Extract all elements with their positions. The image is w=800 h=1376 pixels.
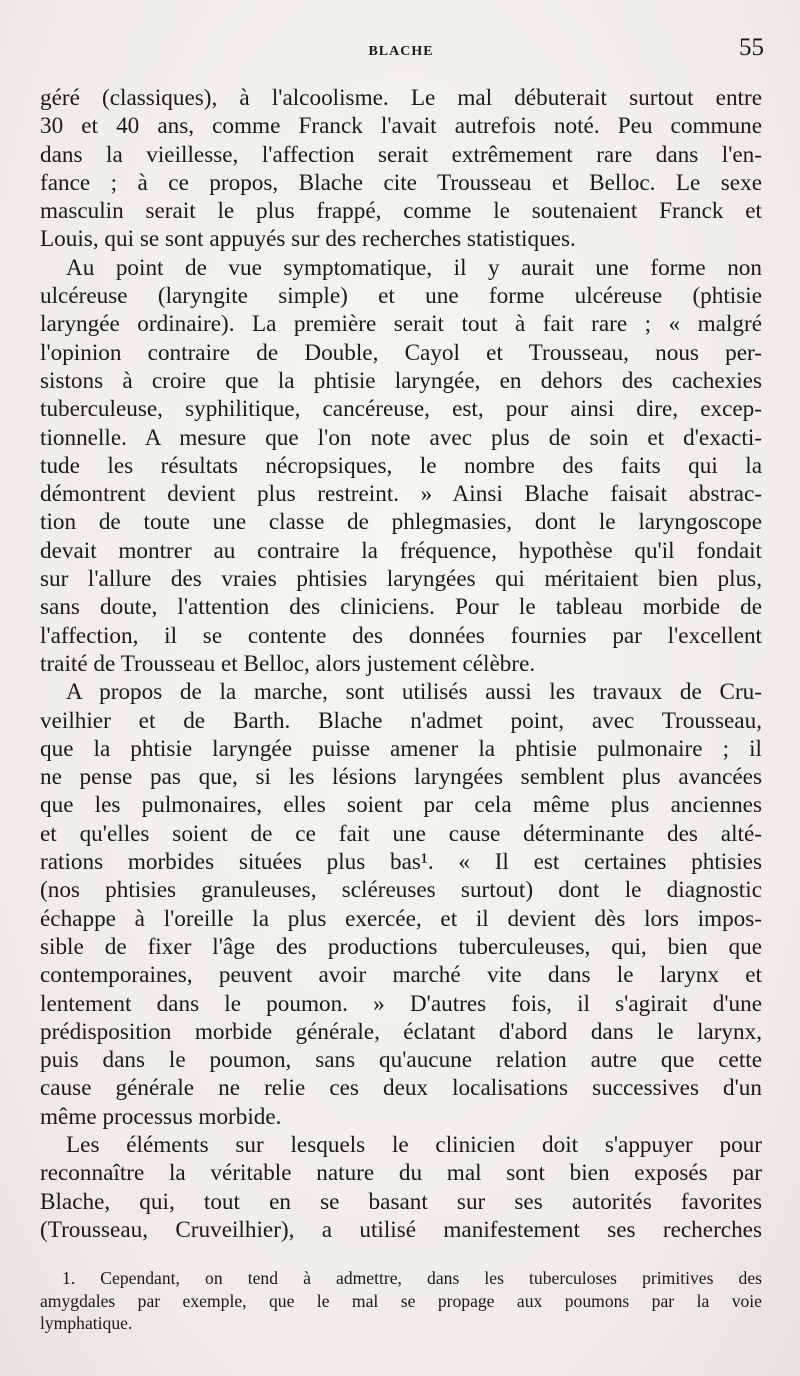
text-line: Les éléments sur lesquels le clinicien doit s'appuyer pour	[66, 1131, 762, 1158]
text-line: traité de Trousseau et Belloc, alors justement célèbre.	[40, 650, 536, 677]
text-line: rations morbides situées plus bas¹. « Il est certaines phtisies	[40, 849, 762, 876]
text-line: tuberculeuse, syphilitique, cancéreuse, est, pour ainsi dire, excep-	[40, 396, 762, 423]
footnote-line: 1. Cependant, on tend à admettre, dans les tuberculoses primitives des	[62, 1268, 762, 1288]
footnote-line: lymphatique.	[40, 1313, 133, 1333]
text-line: laryngée ordinaire). La première serait tout à fait rare ; « malgré	[40, 311, 762, 338]
text-line: tude les résultats nécropsiques, le nombre des faits qui la	[40, 452, 762, 479]
text-line: lentement dans le poumon. » D'autres fois, il s'agirait d'une	[40, 990, 762, 1017]
text-line: Blache, qui, tout en se basant sur ses autorités favorites	[40, 1188, 762, 1215]
text-line: ne pense pas que, si les lésions laryngées semblent plus avancées	[40, 764, 762, 791]
text-line: démontrent devient plus restreint. » Ainsi Blache faisait abstrac-	[40, 481, 762, 508]
text-line: et qu'elles soient de ce fait une cause déterminante des alté-	[40, 820, 762, 847]
text-line: masculin serait le plus frappé, comme le soutenaient Franck et	[40, 198, 762, 225]
text-line: Louis, qui se sont appuyés sur des recherches statistiques.	[40, 226, 576, 253]
text-line: dans la vieillesse, l'affection serait extrêmement rare dans l'en-	[40, 141, 762, 168]
text-line: tionnelle. A mesure que l'on note avec plus de soin et d'exacti-	[40, 424, 762, 451]
text-line: 30 et 40 ans, comme Franck l'avait autrefois noté. Peu commune	[40, 113, 762, 140]
text-line: A propos de la marche, sont utilisés aussi les travaux de Cru-	[66, 679, 762, 706]
text-line: cause générale ne relie ces deux localisations successives d'un	[40, 1075, 762, 1102]
text-line: Au point de vue symptomatique, il y aurait une forme non	[66, 254, 762, 281]
text-line: prédisposition morbide générale, éclatant d'abord dans le larynx,	[40, 1018, 762, 1045]
text-line: puis dans le poumon, sans qu'aucune relation autre que cette	[40, 1047, 762, 1074]
text-line: échappe à l'oreille la plus exercée, et il devient dès lors impos-	[40, 905, 762, 932]
page-number: 55	[739, 34, 764, 61]
text-line: tion de toute une classe de phlegmasies, dont le laryngoscope	[40, 509, 762, 536]
text-line: reconnaître la véritable nature du mal sont bien exposés par	[40, 1160, 762, 1187]
text-line: sur l'allure des vraies phtisies laryngées qui méritaient bien plus,	[40, 566, 762, 593]
text-line: sible de fixer l'âge des productions tuberculeuses, qui, bien que	[40, 933, 762, 960]
text-line: devait montrer au contraire la fréquence, hypothèse qu'il fondait	[40, 537, 762, 564]
main-text	[40, 84, 762, 1244]
text-line: sistons à croire que la phtisie laryngée, en dehors des cachexies	[40, 367, 762, 394]
footnotes	[40, 1267, 762, 1335]
text-line: l'opinion contraire de Double, Cayol et Trousseau, nous per-	[40, 339, 762, 366]
text-line: (nos phtisies granuleuses, scléreuses surtout) dont le diagnostic	[40, 877, 762, 904]
text-line: sans doute, l'attention des cliniciens. Pour le tableau morbide de	[40, 594, 762, 621]
page-header	[38, 30, 764, 66]
text-line: fance ; à ce propos, Blache cite Trousseau et Belloc. Le sexe	[40, 169, 762, 196]
text-line: contemporaines, peuvent avoir marché vite dans le larynx et	[40, 962, 762, 989]
text-line: que la phtisie laryngée puisse amener la phtisie pulmonaire ; il	[40, 735, 762, 762]
running-head: BLACHE	[368, 44, 434, 59]
text-line: même processus morbide.	[40, 1103, 282, 1130]
text-line: l'affection, il se contente des données fournies par l'excellent	[40, 622, 762, 649]
footnote-line: amygdales par exemple, que le mal se propage aux poumons par la voie	[40, 1290, 762, 1311]
text-line: ulcéreuse (laryngite simple) et une forme ulcéreuse (phtisie	[40, 283, 762, 310]
text-line: (Trousseau, Cruveilhier), a utilisé manifestement ses recherches	[40, 1216, 762, 1243]
text-line: géré (classiques), à l'alcoolisme. Le mal débuterait surtout entre	[40, 85, 762, 111]
text-line: veilhier et de Barth. Blache n'admet point, avec Trousseau,	[40, 707, 762, 734]
text-line: que les pulmonaires, elles soient par cela même plus anciennes	[40, 792, 762, 819]
